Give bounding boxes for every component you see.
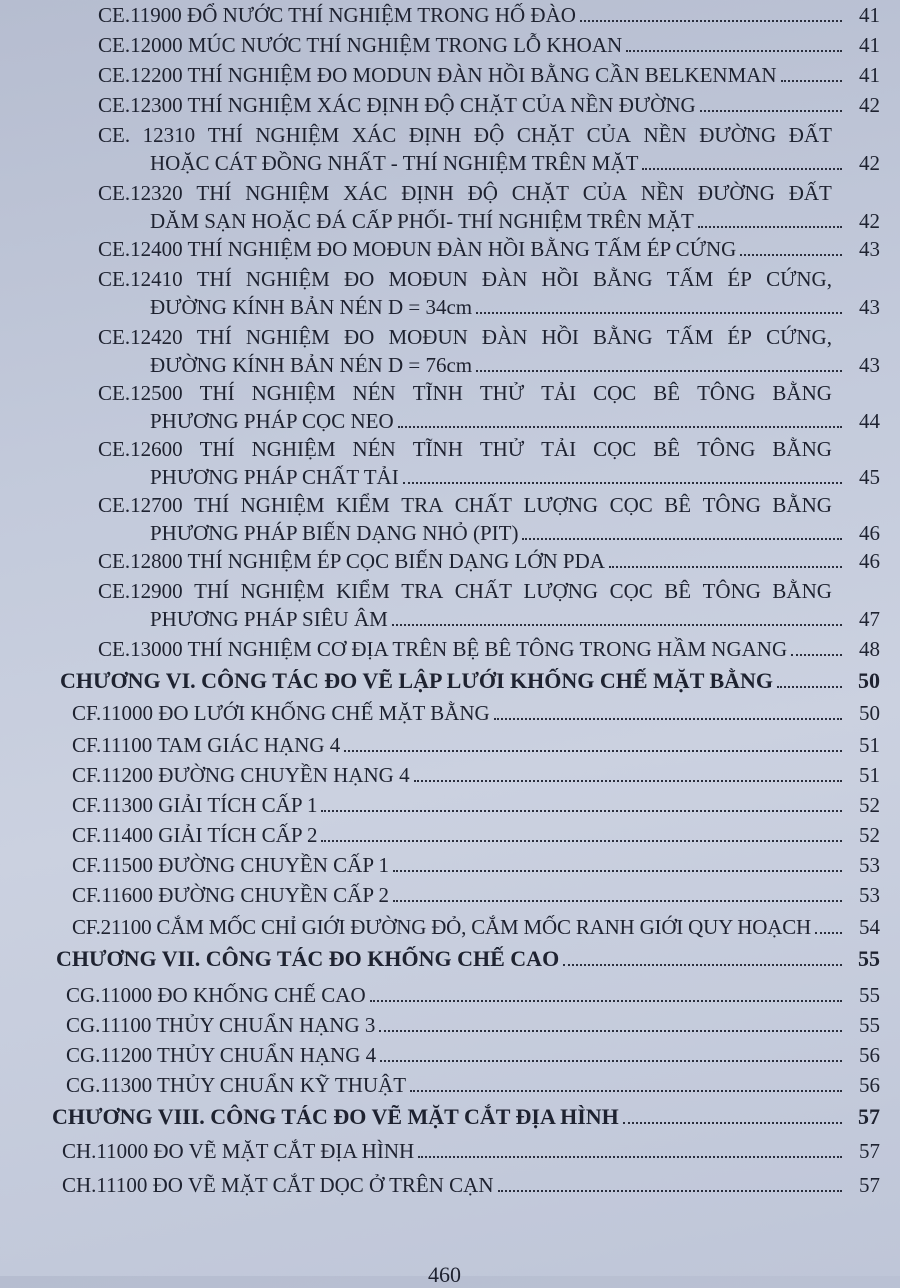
entry-page: 43: [859, 353, 880, 377]
entry-title-continued: PHƯƠNG PHÁP CỌC NEO: [150, 409, 394, 433]
entry-title-continued: DĂM SẠN HOẶC ĐÁ CẤP PHỐI- THÍ NGHIỆM TRÊN MẶT: [150, 209, 694, 233]
entry-page: 42: [859, 93, 880, 117]
toc-entry-cf21100: [72, 914, 880, 940]
toc-entry-ce12400: [98, 236, 880, 262]
chapter-heading-8: [52, 1104, 880, 1130]
entry-title-continued: ĐƯỜNG KÍNH BẢN NÉN D = 76cm: [150, 353, 473, 377]
entry-title: CE.12800 THÍ NGHIỆM ÉP CỌC BIẾN DẠNG LỚN PDA: [98, 549, 605, 573]
entry-page: 42: [859, 151, 880, 175]
toc-entry-ce12000: [98, 32, 880, 58]
entry-page: 53: [859, 853, 880, 877]
entry-title: CG.11300 THỦY CHUẨN KỸ THUẬT: [66, 1073, 407, 1097]
entry-title: CF.11200 ĐƯỜNG CHUYỀN HẠNG 4: [72, 763, 410, 787]
entry-title: CE.12400 THÍ NGHIỆM ĐO MOĐUN ĐÀN HỒI BẰNG TẤM ÉP CỨNG: [98, 237, 737, 261]
entry-page: 46: [859, 521, 880, 545]
toc-entry-ce12300: [98, 92, 880, 118]
entry-title: CH.11000 ĐO VẼ MẶT CẮT ĐỊA HÌNH: [62, 1139, 415, 1163]
entry-page: 44: [859, 409, 880, 433]
entry-page: 43: [859, 295, 880, 319]
chapter-heading-6: [60, 668, 880, 694]
toc-entry-cf11000: [72, 700, 880, 726]
chapter-title: CHƯƠNG VI. CÔNG TÁC ĐO VẼ LẬP LƯỚI KHỐNG CHẾ MẶT BẰNG: [60, 668, 774, 693]
toc-entry-ch11100: [62, 1172, 880, 1198]
entry-title: CE.12700 THÍ NGHIỆM KIỂM TRA CHẤT LƯỢNG CỌC BÊ TÔNG BẰNG: [98, 493, 832, 517]
entry-title: CF.11400 GIẢI TÍCH CẤP 2: [72, 823, 318, 847]
entry-title: CE.12300 THÍ NGHIỆM XÁC ĐỊNH ĐỘ CHẶT CỦA NỀN ĐƯỜNG: [98, 93, 696, 117]
entry-title: CE.13000 THÍ NGHIỆM CƠ ĐỊA TRÊN BỆ BÊ TÔNG TRONG HẦM NGANG: [98, 637, 788, 661]
entry-page: 56: [859, 1073, 880, 1097]
toc-entry-cf11300: [72, 792, 880, 818]
chapter-page: 50: [858, 668, 880, 693]
entry-title: CF.11100 TAM GIÁC HẠNG 4: [72, 733, 341, 757]
chapter-heading-7: [56, 946, 880, 972]
entry-title-continued: HOẶC CÁT ĐỒNG NHẤT - THÍ NGHIỆM TRÊN MẶT: [150, 151, 639, 175]
entry-page: 52: [859, 823, 880, 847]
entry-page: 41: [859, 63, 880, 87]
entry-title: CG.11200 THỦY CHUẨN HẠNG 4: [66, 1043, 377, 1067]
entry-title: CE.12500 THÍ NGHIỆM NÉN TĨNH THỬ TẢI CỌC BÊ TÔNG BẰNG: [98, 381, 832, 405]
entry-title-continued: PHƯƠNG PHÁP SIÊU ÂM: [150, 607, 388, 631]
entry-title: CE.12420 THÍ NGHIỆM ĐO MOĐUN ĐÀN HỒI BẰNG TẤM ÉP CỨNG,: [98, 325, 832, 349]
entry-title: CE.12000 MÚC NƯỚC THÍ NGHIỆM TRONG LỖ KHOAN: [98, 33, 623, 57]
entry-title: CG.11100 THỦY CHUẨN HẠNG 3: [66, 1013, 376, 1037]
entry-page: 43: [859, 237, 880, 261]
entry-page: 42: [859, 209, 880, 233]
entry-page: 51: [859, 733, 880, 757]
toc-entry-cg11000: [66, 982, 880, 1008]
entry-page: 46: [859, 549, 880, 573]
entry-title-continued: ĐƯỜNG KÍNH BẢN NÉN D = 34cm: [150, 295, 473, 319]
chapter-title: CHƯƠNG VII. CÔNG TÁC ĐO KHỐNG CHẾ CAO: [56, 946, 560, 971]
entry-title: CF.11600 ĐƯỜNG CHUYỀN CẤP 2: [72, 883, 389, 907]
entry-page: 50: [859, 701, 880, 725]
toc-entry-ce11900: [98, 2, 880, 28]
entry-title: CH.11100 ĐO VẼ MẶT CẮT DỌC Ở TRÊN CẠN: [62, 1173, 494, 1197]
entry-title: CE.12200 THÍ NGHIỆM ĐO MODUN ĐÀN HỒI BẰNG CẦN BELKENMAN: [98, 63, 777, 87]
toc-entry-cg11200: [66, 1042, 880, 1068]
entry-page: 57: [859, 1139, 880, 1163]
entry-page: 56: [859, 1043, 880, 1067]
entry-title: CF.21100 CẮM MỐC CHỈ GIỚI ĐƯỜNG ĐỎ, CẮM MỐC RANH GIỚI QUY HOẠCH: [72, 915, 811, 939]
entry-page: 48: [859, 637, 880, 661]
entry-page: 57: [859, 1173, 880, 1197]
entry-page: 45: [859, 465, 880, 489]
entry-title: CE.12900 THÍ NGHIỆM KIỂM TRA CHẤT LƯỢNG CỌC BÊ TÔNG BẰNG: [98, 579, 832, 603]
entry-title: CF.11500 ĐƯỜNG CHUYỀN CẤP 1: [72, 853, 389, 877]
entry-title: CE.12410 THÍ NGHIỆM ĐO MOĐUN ĐÀN HỒI BẰNG TẤM ÉP CỨNG,: [98, 267, 832, 291]
toc-entry-cf11100: [72, 732, 880, 758]
toc-entry-cf11400: [72, 822, 880, 848]
entry-page: 41: [859, 3, 880, 27]
toc-entry-ce12200: [98, 62, 880, 88]
toc-entry-ch11000: [62, 1138, 880, 1164]
entry-title: CE. 12310 THÍ NGHIỆM XÁC ĐỊNH ĐỘ CHẶT CỦA NỀN ĐƯỜNG ĐẤT: [98, 123, 832, 147]
toc-entry-cf11600: [72, 882, 880, 908]
chapter-title: CHƯƠNG VIII. CÔNG TÁC ĐO VẼ MẶT CẮT ĐỊA HÌNH: [52, 1104, 619, 1129]
entry-page: 52: [859, 793, 880, 817]
toc-entry-cg11300: [66, 1072, 880, 1098]
toc-entry-ce13000: [98, 636, 880, 662]
entry-title: CG.11000 ĐO KHỐNG CHẾ CAO: [66, 983, 366, 1007]
entry-page: 47: [859, 607, 880, 631]
toc-entry-ce12800: [98, 548, 880, 574]
toc-entry-cf11500: [72, 852, 880, 878]
entry-title: CF.11300 GIẢI TÍCH CẤP 1: [72, 793, 318, 817]
toc-entry-cf11200: [72, 762, 880, 788]
entry-title-continued: PHƯƠNG PHÁP CHẤT TẢI: [150, 465, 399, 489]
entry-page: 51: [859, 763, 880, 787]
entry-title-continued: PHƯƠNG PHÁP BIẾN DẠNG NHỎ (PIT): [150, 521, 519, 545]
entry-page: 55: [859, 983, 880, 1007]
entry-page: 41: [859, 33, 880, 57]
entry-title: CE.12320 THÍ NGHIỆM XÁC ĐỊNH ĐỘ CHẶT CỦA NỀN ĐƯỜNG ĐẤT: [98, 181, 832, 205]
entry-title: CE.11900 ĐỔ NƯỚC THÍ NGHIỆM TRONG HỐ ĐÀO: [98, 3, 576, 27]
entry-title: CF.11000 ĐO LƯỚI KHỐNG CHẾ MẶT BẰNG: [72, 701, 490, 725]
chapter-page: 57: [858, 1104, 880, 1129]
entry-title: CE.12600 THÍ NGHIỆM NÉN TĨNH THỬ TẢI CỌC BÊ TÔNG BẰNG: [98, 437, 832, 461]
chapter-page: 55: [858, 946, 880, 971]
page-number: 460: [428, 1262, 461, 1287]
entry-page: 54: [859, 915, 880, 939]
entry-page: 55: [859, 1013, 880, 1037]
toc-entry-cg11100: [66, 1012, 880, 1038]
entry-page: 53: [859, 883, 880, 907]
